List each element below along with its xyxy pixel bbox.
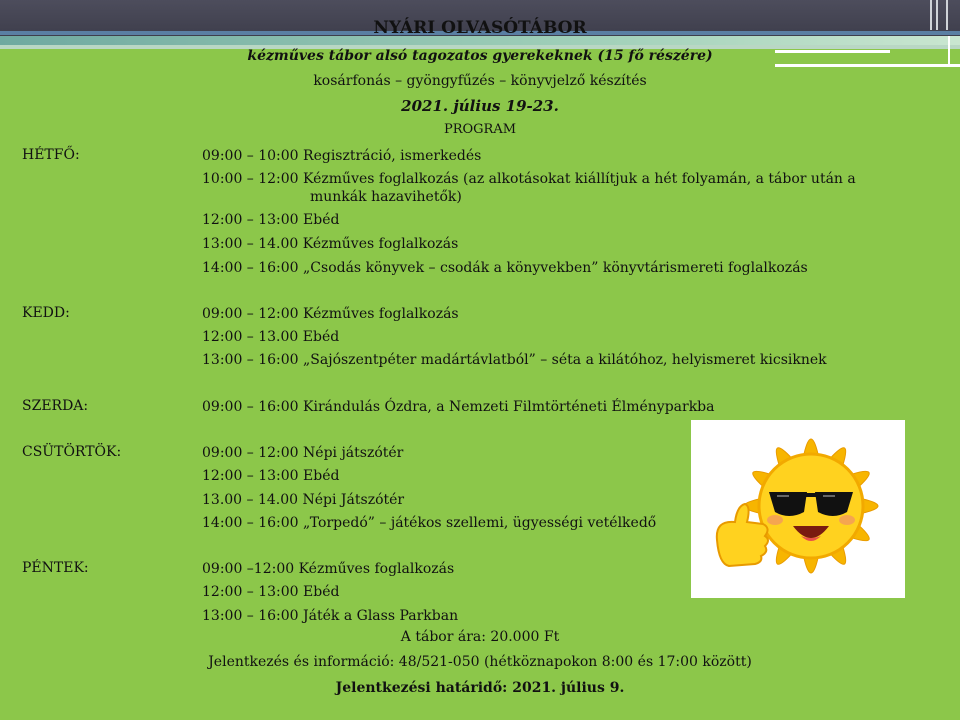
schedule-entry: 12:00 – 13:00 Ebéd [202, 212, 340, 228]
schedule-entry: 09:00 – 16:00 Kirándulás Ózdra, a Nemzeti Filmtörténeti Élményparkba [202, 399, 715, 415]
day-label-friday: PÉNTEK: [22, 560, 89, 576]
schedule-entry: 14:00 – 16:00 „Torpedó” – játékos szellemi, ügyességi vetélkedő [202, 515, 657, 531]
price-line: A tábor ára: 20.000 Ft [400, 629, 560, 645]
schedule-entry: 14:00 – 16:00 „Csodás könyvek – csodák a könyvekben” könyvtárismereti foglalkozás [202, 260, 808, 276]
contact-line: Jelentkezés és információ: 48/521-050 (hétköznapokon 8:00 és 17:00 között) [208, 654, 752, 670]
subtitle: kézműves tábor alsó tagozatos gyerekeknek (15 fő részére) [247, 48, 713, 64]
schedule-entry: 09:00 –12:00 Kézműves foglalkozás [202, 561, 455, 577]
decor-white-line [775, 64, 960, 67]
schedule-entry: 09:00 – 10:00 Regisztráció, ismerkedés [202, 148, 482, 164]
schedule-entry: 12:00 – 13.00 Ebéd [202, 329, 340, 345]
page-title: NYÁRI OLVASÓTÁBOR [373, 18, 587, 38]
schedule-entry: 09:00 – 12:00 Kézműves foglalkozás [202, 306, 459, 322]
schedule-entry: 12:00 – 13:00 Ebéd [202, 584, 340, 600]
schedule-entry [202, 170, 856, 206]
day-label-tuesday: KEDD: [22, 305, 70, 321]
deadline-line: Jelentkezési határidő: 2021. július 9. [335, 680, 625, 696]
schedule-entry-continuation: munkák hazavihetők) [310, 189, 462, 205]
camp-dates: 2021. július 19-23. [401, 97, 559, 115]
schedule-entry: 09:00 – 12:00 Népi játszótér [202, 445, 404, 461]
schedule-entry: 13:00 – 16:00 „Sajószentpéter madártávlatból” – séta a kilátóhoz, helyismeret kicsiknek [202, 352, 827, 368]
day-label-thursday: CSÜTÖRTÖK: [22, 444, 122, 460]
schedule-entry: 13.00 – 14.00 Népi Játszótér [202, 492, 405, 508]
day-label-wednesday: SZERDA: [22, 398, 89, 414]
sun-illustration [691, 420, 905, 598]
schedule-entry: 12:00 – 13:00 Ebéd [202, 468, 340, 484]
program-label: PROGRAM [443, 122, 517, 137]
schedule-entry-text: 10:00 – 12:00 Kézműves foglalkozás (az alkotásokat kiállítjuk a hét folyamán, a tábor után a [202, 171, 856, 187]
activities-line: kosárfonás – gyöngyfűzés – könyvjelző készítés [313, 73, 647, 89]
sun-with-sunglasses-icon [691, 420, 905, 598]
schedule-entry: 13:00 – 16:00 Játék a Glass Parkban [202, 608, 459, 624]
schedule-entry: 13:00 – 14.00 Kézműves foglalkozás [202, 236, 459, 252]
day-label-monday: HÉTFŐ: [22, 147, 80, 163]
